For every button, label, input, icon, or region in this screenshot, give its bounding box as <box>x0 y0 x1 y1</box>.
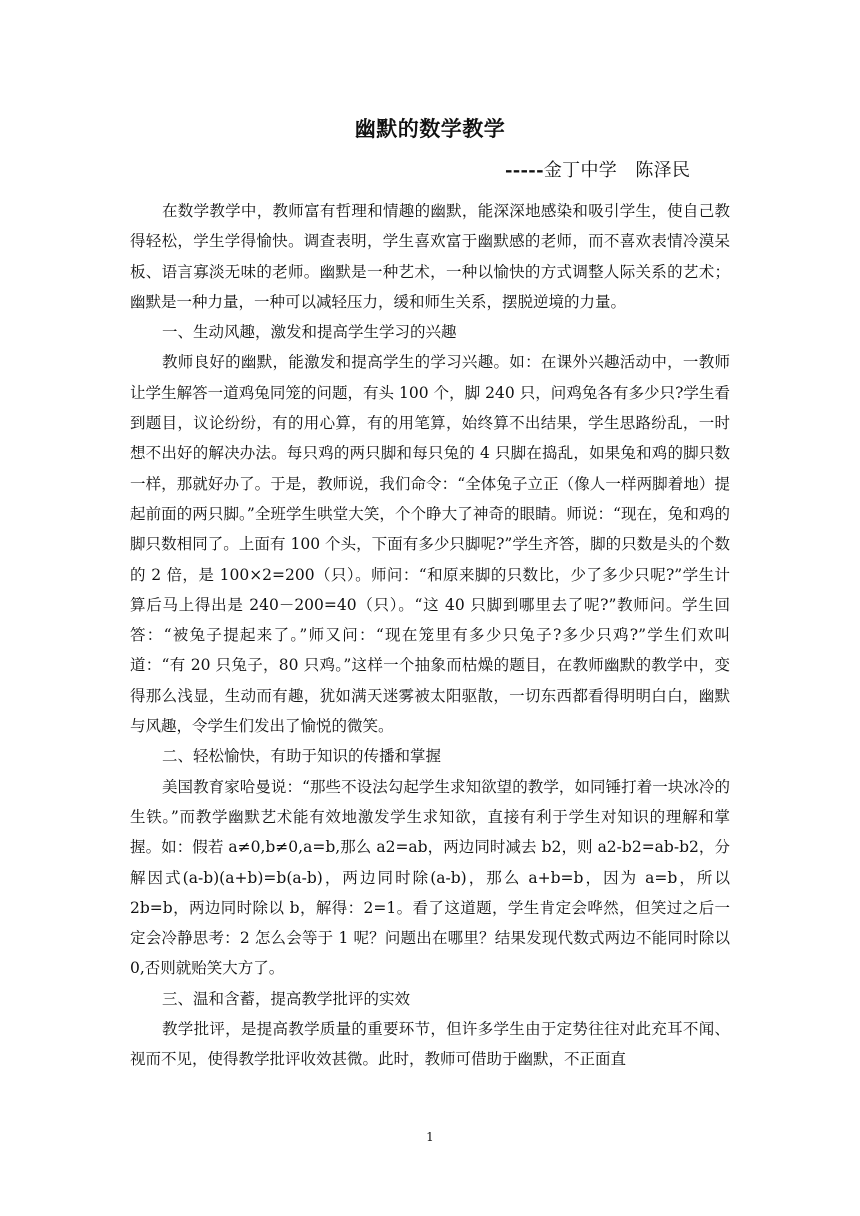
intro-paragraph: 在数学教学中，教师富有哲理和情趣的幽默，能深深地感染和吸引学生，使自己教得轻松，学生学得愉快。调查表明，学生喜欢富于幽默感的老师，而不喜欢表情冷漠呆板、语言寡淡无味的老师。幽默是一种艺术，一种以愉快的方式调整人际关系的艺术；幽默是一种力量，一种可以减轻压力，缓和师生关系，摆脱逆境的力量。 <box>130 202 730 311</box>
document-body <box>130 196 730 1075</box>
section-heading-1: 一、生动风趣，激发和提高学生学习的兴趣 <box>162 323 457 342</box>
page-number: 1 <box>426 1130 434 1144</box>
section-1-paragraph: 教师良好的幽默，能激发和提高学生的学习兴趣。如：在课外兴趣活动中，一教师让学生解答一道鸡兔同笼的问题，有头 100 个，脚 240 只，问鸡兔各有多少只?学生看到题目，议论纷纷，有的用心算，有的用笔算，始终算不出结果，学生思路纷乱，一时想不出好的解决办法。每只鸡的两只脚和每只兔的 4 只脚在捣乱，如果兔和鸡的脚只数一样，那就好办了。于是，教师说，我们命令：“全体兔子立正（像人一样两脚着地）提起前面的两只脚。”全班学生哄堂大笑，个个睁大了神奇的眼睛。师说：“现在，兔和鸡的脚只数相同了。上面有 100 个头，下面有多少只脚呢?”学生齐答，脚的只数是头的个数的 2 倍，是 100×2=200（只）。师问：“和原来脚的只数比，少了多少只呢?”学生计算后马上得出是 240－200=40（只）。“这 40 只脚到哪里去了呢?”教师问。学生回答：“被兔子提起来了。”师又问：“现在笼里有多少只兔子?多少只鸡?”学生们欢叫道：“有 20 只兔子，80 只鸡。”这样一个抽象而枯燥的题目，在教师幽默的教学中，变得那么浅显，生动而有趣，犹如满天迷雾被太阳驱散，一切东西都看得明明白白，幽默与风趣，令学生们发出了愉悦的微笑。 <box>130 353 730 736</box>
section-3-paragraph: 教学批评，是提高教学质量的重要环节，但许多学生由于定势往往对此充耳不闻、视而不见，使得教学批评收效甚微。此时，教师可借助于幽默，不正面直 <box>130 1020 730 1069</box>
author-line <box>505 156 690 186</box>
section-2-paragraph: 美国教育家哈曼说：“那些不设法勾起学生求知欲望的教学，如同锤打着一块冰冷的生铁。”而教学幽默艺术能有效地激发学生求知欲，直接有利于学生对知识的理解和掌握。如：假若 a≠0,b≠0,a=b,那么 a2=ab，两边同时减去 b2，则 a2-b2=ab-b2，分解因式(a-b)(a+b)=b(a-b)，两边同时除(a-b)，那么 a+b=b，因为 a=b，所以 2b=b，两边同时除以 b，解得：2=1。看了这道题，学生肯定会哗然，但笑过之后一定会冷静思考：2 怎么会等于 1 呢？问题出在哪里？结果发现代数式两边不能同时除以 0,否则就贻笑大方了。 <box>130 777 730 978</box>
section-heading-2: 二、轻松愉快，有助于知识的传播和掌握 <box>162 747 442 766</box>
author-name: 金丁中学 陈泽民 <box>543 160 691 181</box>
section-heading-3: 三、温和含蓄，提高教学批评的实效 <box>162 989 411 1008</box>
document-title: 幽默的数学教学 <box>354 116 506 141</box>
author-dashes: ----- <box>505 160 544 181</box>
